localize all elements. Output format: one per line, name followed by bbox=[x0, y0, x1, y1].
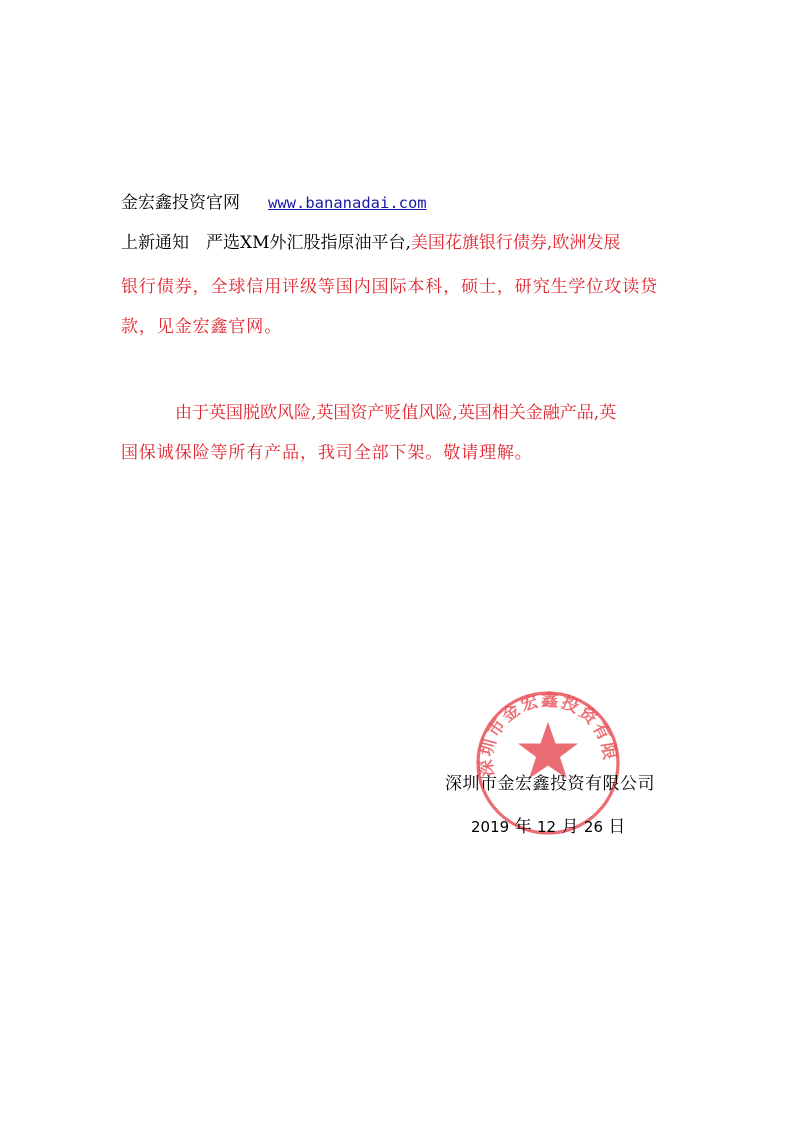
statement-line-1: 由于英国脱欧风险,英国资产贬值风险,英国相关金融产品,英 bbox=[175, 403, 617, 423]
notice-line-2: 银行债券，全球信用评级等国内国际本科，硕士，研究生学位攻读贷 bbox=[121, 277, 658, 297]
date-year-unit: 年 bbox=[514, 817, 532, 837]
date-year: 2019 bbox=[471, 818, 510, 836]
site-name: 金宏鑫投资官网 bbox=[121, 193, 240, 213]
company-name: 深圳市金宏鑫投资有限公司 bbox=[445, 774, 655, 794]
statement-line-2: 国保诚保险等所有产品，我司全部下架。敬请理解。 bbox=[121, 443, 533, 463]
date-day-unit: 日 bbox=[608, 817, 626, 837]
site-url-link[interactable]: www.bananadai.com bbox=[268, 194, 427, 212]
header-line bbox=[121, 192, 427, 214]
notice-line-3: 款，见金宏鑫官网。 bbox=[121, 317, 283, 337]
seal-star-icon bbox=[518, 722, 578, 779]
date-month-unit: 月 bbox=[561, 817, 579, 837]
date-month: 12 bbox=[537, 818, 557, 836]
notice-bonds-text: 美国花旗银行债券,欧洲发展 bbox=[410, 233, 621, 253]
date-day: 26 bbox=[583, 818, 603, 836]
notice-platform-text: 严选XM外汇股指原油平台, bbox=[206, 233, 411, 253]
notice-line-1 bbox=[121, 232, 620, 254]
signature-date bbox=[471, 816, 625, 838]
notice-label: 上新通知 bbox=[121, 233, 189, 253]
seal-text: 深圳市金宏鑫投资有限 bbox=[476, 690, 620, 778]
